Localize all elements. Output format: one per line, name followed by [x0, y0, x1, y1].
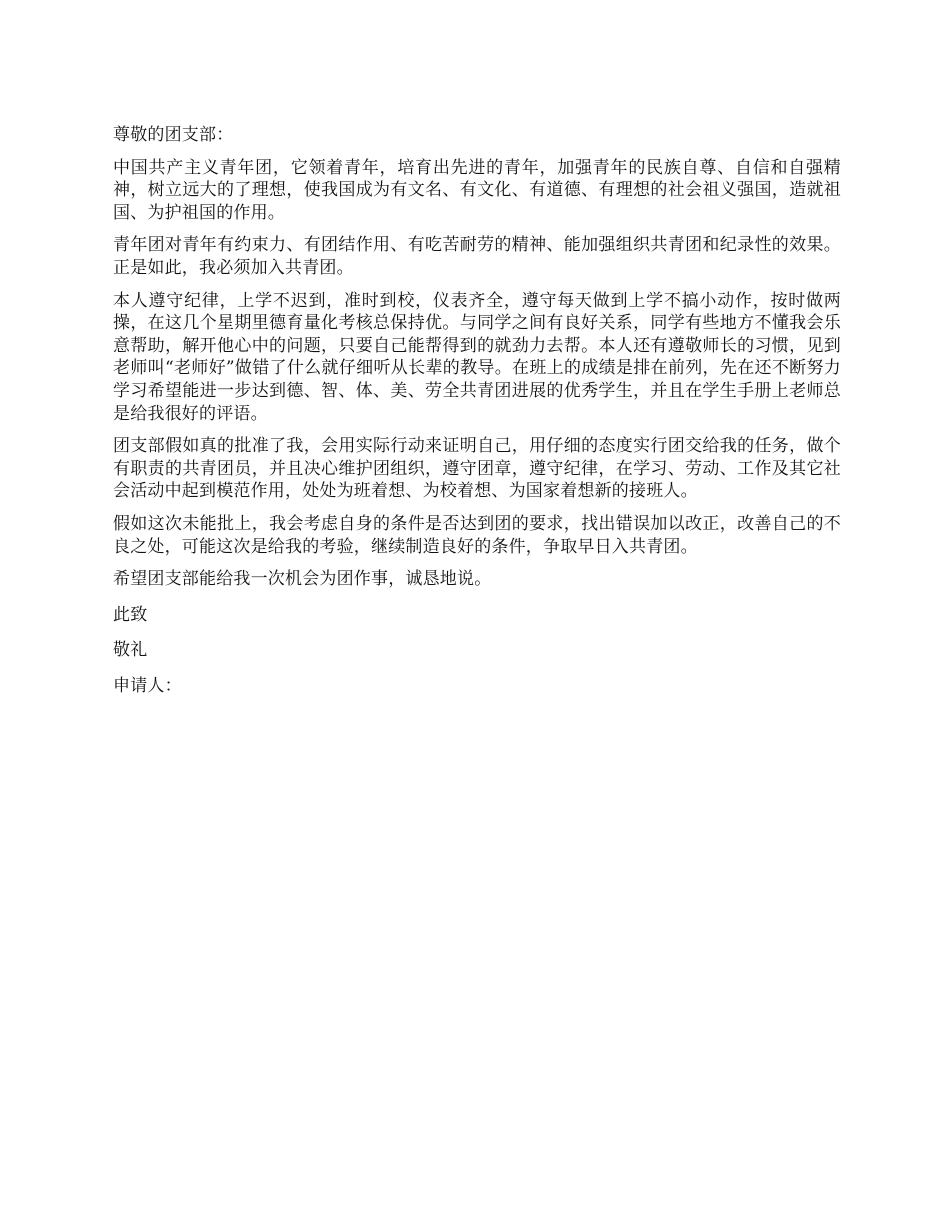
closing-line-2: 敬礼: [113, 640, 148, 661]
salutation: 尊敬的团支部：: [113, 125, 234, 145]
paragraph-4: 团支部假如真的批准了我，会用实际行动来证明自己，用仔细的态度实行团交给我的任务，做个有职责的共青团员，并且决心维护团组织，遵守团章，遵守纪律，在学习、劳动、工作及其它社会活动中起到模范作用，处处为班着想、为校着想、为国家着想新的接班人。: [113, 436, 841, 502]
paragraph-2: 青年团对青年有约束力、有团结作用、有吃苦耐劳的精神、能加强组织共青团和纪录性的效果。正是如此，我必须加入共青团。: [113, 235, 841, 278]
signature-line: 申请人：: [113, 675, 182, 696]
paragraph-3: 本人遵守纪律，上学不迟到，准时到校，仪表齐全，遵守每天做到上学不搞小动作，按时做两操，在这几个星期里德育量化考核总保持优。与同学之间有良好关系，同学有些地方不懂我会乐意帮助，解开他心中的问题，只要自己能帮得到的就劲力去帮。本人还有遵敬师长的习惯，见到老师叫“老师好”做错了什么就仔细听从长辈的教导。在班上的成绩是排在前列，先在还不断努力学习希望能进一步达到德、智、体、美、劳全共青团进展的优秀学生，并且在学生手册上老师总是给我很好的评语。: [113, 290, 841, 424]
letter-body: [113, 124, 841, 707]
closing-line-1: 此致: [113, 604, 148, 625]
paragraph-1: 中国共产主义青年团，它领着青年，培育出先进的青年，加强青年的民族自尊、自信和自强精神，树立远大的了理想，使我国成为有文名、有文化、有道德、有理想的社会祖义强国，造就祖国、为护祖国的作用。: [113, 157, 841, 223]
paragraph-5: 假如这次未能批上，我会考虑自身的条件是否达到团的要求，找出错误加以改正，改善自己的不良之处，可能这次是给我的考验，继续制造良好的条件，争取早日入共青团。: [113, 513, 841, 557]
paragraph-6: 希望团支部能给我一次机会为团作事，诚恳地说。: [113, 569, 492, 590]
